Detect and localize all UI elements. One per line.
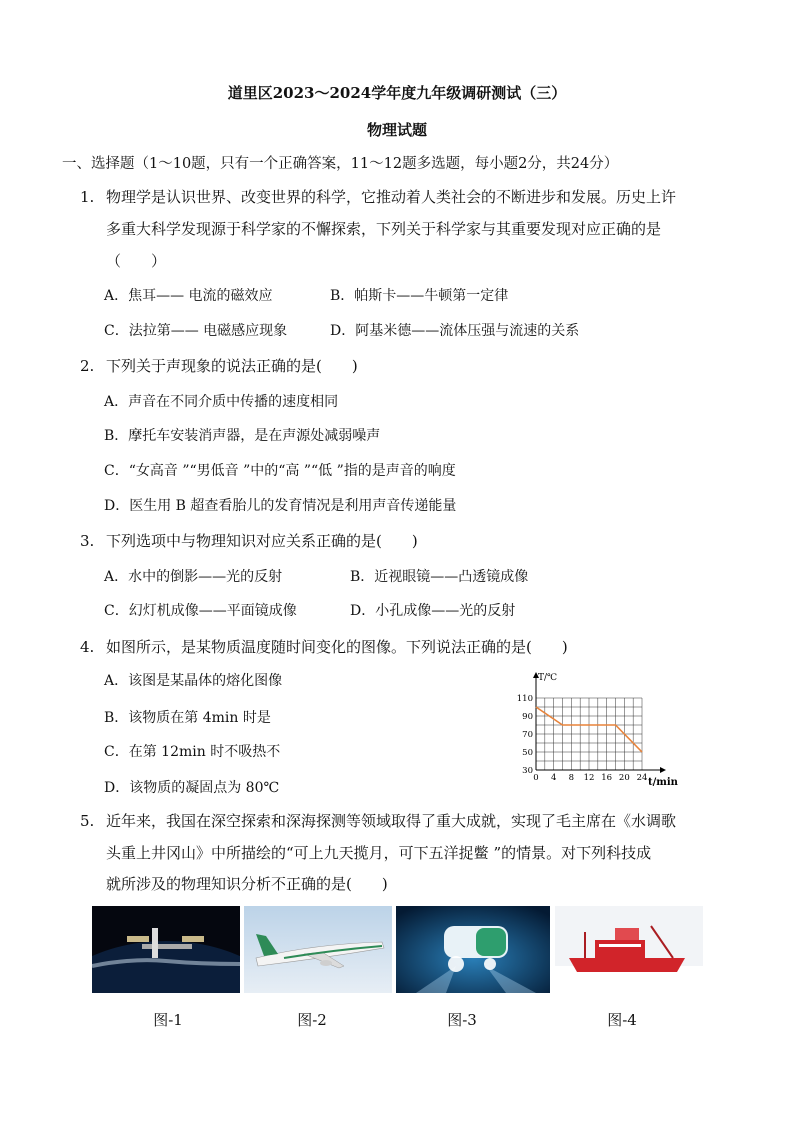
- figure-1-space-station-image: [92, 906, 240, 993]
- question-number: 5.: [80, 812, 95, 830]
- option-a: A．该图是某晶体的熔化图像: [104, 673, 283, 689]
- question-text: 物理学是认识世界、改变世界的科学，它推动着人类社会的不断进步和发展。历史上许: [106, 188, 677, 206]
- figure-1-caption: 图-1: [153, 1011, 183, 1029]
- figure-2-airplane-image: [244, 906, 392, 993]
- question-number: 1.: [80, 188, 95, 206]
- chart-y-tick-label: 90: [522, 712, 533, 722]
- option-a: A．水中的倒影——光的反射: [104, 569, 283, 585]
- option-d: D．医生用 B 超查看胎儿的发育情况是利用声音传递能量: [104, 498, 457, 514]
- option-b: B．该物质在第 4min 时是: [104, 710, 271, 726]
- option-d: D．阿基米德——流体压强与流速的关系: [330, 323, 580, 339]
- chart-xlabel: t/min: [648, 777, 678, 788]
- question-5: [80, 810, 676, 831]
- option-c: C．法拉第—— 电磁感应现象: [104, 323, 288, 339]
- option-b: B．帕斯卡——牛顿第一定律: [330, 288, 509, 304]
- question-3: [80, 530, 418, 551]
- question-text: （ ）: [106, 252, 167, 270]
- option-d: D．小孔成像——光的反射: [350, 603, 516, 619]
- chart-ylabel: T/℃: [538, 673, 558, 683]
- question-number: 3.: [80, 532, 95, 550]
- section-heading: 一、选择题（1～10题，只有一个正确答案，11～12题多选题，每小题2分，共24分）: [62, 156, 619, 172]
- chart-x-tick-label: 16: [601, 773, 613, 783]
- figure-4-icebreaker-image: [555, 906, 703, 993]
- exam-subtitle: 物理试题: [366, 121, 427, 139]
- question-text: 近年来，我国在深空探索和深海探测等领域取得了重大成就，实现了毛主席在《水调歌: [106, 812, 677, 830]
- chart-x-tick-label: 0: [533, 773, 539, 783]
- chart-y-tick-label: 50: [522, 748, 533, 758]
- option-d: D．该物质的凝固点为 80℃: [104, 780, 280, 796]
- option-a: A．焦耳—— 电流的磁效应: [104, 288, 273, 304]
- question-text: 下列关于声现象的说法正确的是( ): [106, 357, 358, 375]
- question-text: 头重上井冈山》中所描绘的“可上九天揽月，可下五洋捉鳖 ”的情景。对下列科技成: [106, 844, 652, 862]
- question-text: 如图所示，是某物质温度随时间变化的图像。下列说法正确的是( ): [106, 638, 568, 656]
- chart-x-tick-label: 8: [568, 773, 575, 783]
- chart-y-tick-label: 70: [522, 730, 533, 740]
- chart-x-tick-label: 12: [583, 773, 595, 783]
- exam-title: 道里区2023～2024学年度九年级调研测试（三）: [227, 84, 567, 102]
- chart-x-axis-arrow: [660, 767, 666, 773]
- chart-axes: [533, 672, 666, 773]
- question-text: 多重大科学发现源于科学家的不懈探索，下列关于科学家与其重要发现对应正确的是: [106, 220, 662, 238]
- question-2: [80, 355, 358, 376]
- question-4: [80, 636, 568, 657]
- figure-3-caption: 图-3: [447, 1011, 477, 1029]
- chart-y-tick-label: 30: [522, 766, 533, 776]
- option-c: C．幻灯机成像——平面镜成像: [104, 603, 297, 619]
- option-b: B．近视眼镜——凸透镜成像: [350, 569, 529, 585]
- question-text: 就所涉及的物理知识分析不正确的是( ): [106, 875, 388, 893]
- figure-4-caption: 图-4: [607, 1011, 637, 1029]
- chart-y-tick-label: 110: [516, 694, 533, 704]
- figure-3-submersible-image: [396, 906, 550, 993]
- chart-grid: [536, 698, 642, 770]
- chart-x-tick-label: 24: [636, 773, 648, 783]
- question-text: 下列选项中与物理知识对应关系正确的是( ): [106, 532, 418, 550]
- chart-x-tick-label: 4: [550, 773, 557, 783]
- question-number: 4.: [80, 638, 95, 656]
- option-b: B．摩托车安装消声器，是在声源处减弱噪声: [104, 428, 381, 444]
- chart-x-tick-label: 20: [618, 773, 630, 783]
- option-c: C．“女高音 ”“男低音 ”中的“高 ”“低 ”指的是声音的响度: [104, 463, 456, 479]
- option-a: A．声音在不同介质中传播的速度相同: [104, 394, 339, 410]
- question-1: [80, 186, 676, 207]
- temperature-time-chart: [506, 668, 686, 788]
- figure-2-caption: 图-2: [297, 1011, 327, 1029]
- option-c: C．在第 12min 时不吸热不: [104, 744, 281, 760]
- question-number: 2.: [80, 357, 95, 375]
